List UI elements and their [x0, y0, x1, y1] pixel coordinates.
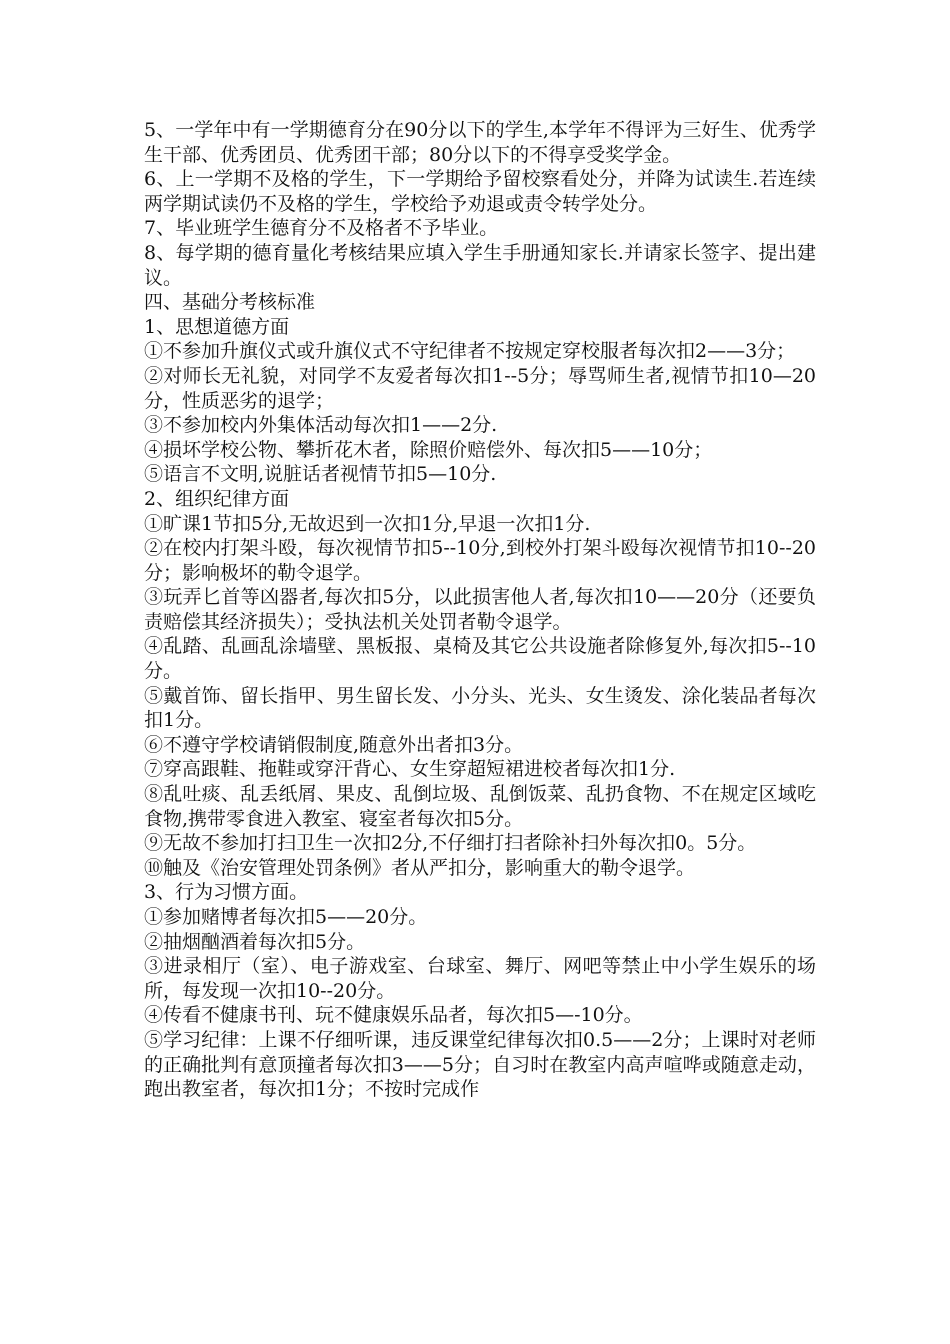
subsection-heading-moral: 1、思想道德方面: [144, 315, 290, 338]
paragraph-rule-6: 6、上一学期不及格的学生，下一学期给予留校察看处分，并降为试读生.若连续两学期试读仍不及格的学生，学校给予劝退或责令转学处分。: [144, 168, 816, 215]
paragraph-rule-8: 8、每学期的德育量化考核结果应填入学生手册通知家长.并请家长签字、提出建议。: [144, 241, 816, 289]
list-item: ④损坏学校公物、攀折花木者，除照价赔偿外、每次扣5——10分；: [144, 438, 713, 461]
list-item: ⑤语言不文明,说脏话者视情节扣5—10分.: [144, 463, 497, 486]
list-item: ②在校内打架斗殴，每次视情节扣5--10分,到校外打架斗殴每次视情节扣10--20分；影响极坏的勒令退学。: [144, 537, 816, 584]
list-item: ③玩弄匕首等凶器者,每次扣5分，以此损害他人者,每次扣10——20分（还要负责赔偿其经济损失）；受执法机关处罚者勒令退学。: [144, 586, 816, 633]
list-item: ⑦穿高跟鞋、拖鞋或穿汗背心、女生穿超短裙进校者每次扣1分.: [144, 758, 676, 781]
subsection-heading-habits: 3、行为习惯方面。: [144, 881, 309, 904]
section-heading-4: 四、基础分考核标准: [144, 291, 316, 314]
list-item: ①参加赌博者每次扣5——20分。: [144, 906, 428, 928]
list-item: ⑩触及《治安管理处罚条例》者从严扣分，影响重大的勒令退学。: [144, 856, 696, 879]
list-item: ⑨无故不参加打扫卫生一次扣2分,不仔细打扫者除补扫外每次扣0。5分。: [144, 832, 757, 855]
list-item: ⑥不遵守学校请销假制度,随意外出者扣3分。: [144, 733, 524, 756]
list-item: ④乱踏、乱画乱涂墙壁、黑板报、桌椅及其它公共设施者除修复外,每次扣5--10分。: [144, 635, 816, 683]
list-item: ③进录相厅（室）、电子游戏室、台球室、舞厅、网吧等禁止中小学生娱乐的场所，每发现一次扣10--20分。: [144, 955, 816, 1002]
list-item: ⑤戴首饰、留长指甲、男生留长发、小分头、光头、女生烫发、涂化装品者每次扣1分。: [144, 684, 816, 732]
document-page: [144, 118, 816, 1102]
subsection-heading-discipline: 2、组织纪律方面: [144, 487, 290, 510]
list-item: ⑧乱吐痰、乱丢纸屑、果皮、乱倒垃圾、乱倒饭菜、乱扔食物、不在规定区域吃食物,携带零食进入教室、寝室者每次扣5分。: [144, 783, 816, 830]
paragraph-rule-5: 5、一学年中有一学期德育分在90分以下的学生,本学年不得评为三好生、优秀学生干部、优秀团员、优秀团干部；80分以下的不得享受奖学金。: [144, 119, 816, 166]
list-item: ①旷课1节扣5分,无故迟到一次扣1分,早退一次扣1分.: [144, 512, 591, 535]
list-item: ②抽烟酗酒着每次扣5分。: [144, 930, 366, 953]
paragraph-rule-7: 7、毕业班学生德育分不及格者不予毕业。: [144, 217, 499, 240]
list-item: ①不参加升旗仪式或升旗仪式不守纪律者不按规定穿校服者每次扣2——3分；: [144, 340, 796, 363]
list-item: ③不参加校内外集体活动每次扣1——2分.: [144, 414, 498, 437]
list-item: ④传看不健康书刊、玩不健康娱乐品者，每次扣5—-10分。: [144, 1004, 643, 1027]
list-item: ②对师长无礼貌，对同学不友爱者每次扣1--5分；辱骂师生者,视情节扣10—20分，性质恶劣的退学；: [144, 364, 816, 412]
list-item: ⑤学习纪律：上课不仔细听课，违反课堂纪律每次扣0.5——2分；上课时对老师的正确批判有意顶撞者每次扣3——5分；自习时在教室内高声喧哗或随意走动，跑出教室者，每次扣1分；不按时完成作: [144, 1028, 816, 1101]
